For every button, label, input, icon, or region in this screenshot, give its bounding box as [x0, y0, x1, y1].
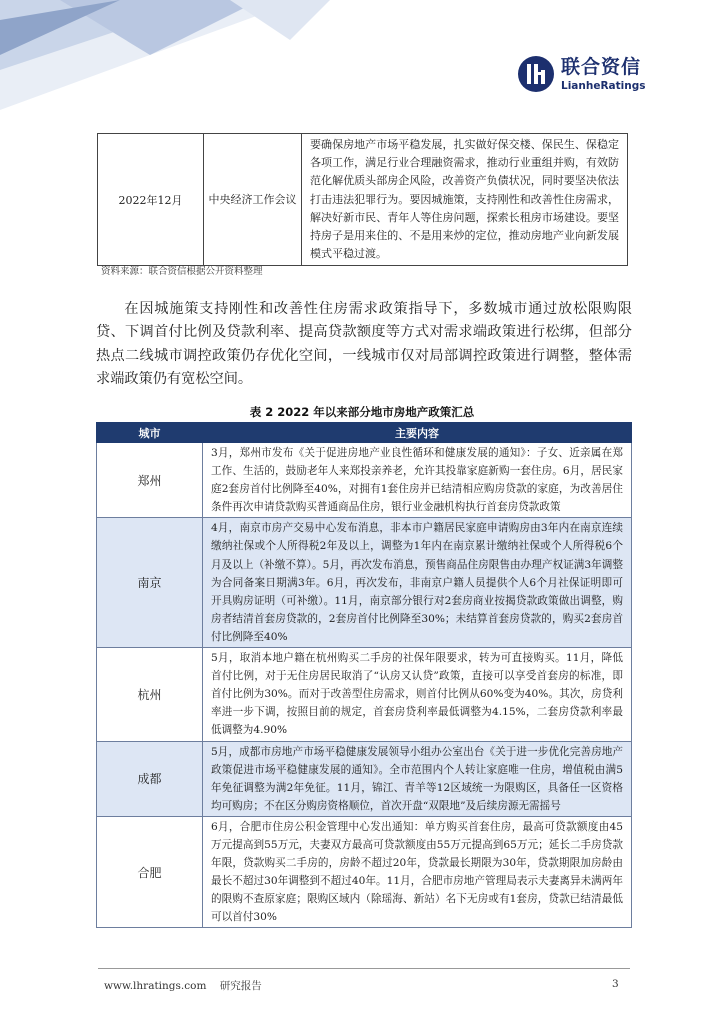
table-title: 表 2 2022 年以来部分地市房地产政策汇总 — [249, 405, 475, 419]
content-cell: 6月，合肥市住房公积金管理中心发出通知：单方购买首套住房，最高可贷款额度由45万元提高到55万元，夫妻双方最高可贷款额度由55万元提高到65万元；延长二手房贷款年限，贷款购买二手房的，房龄不超过20年，贷款最长期限为30年，贷款期限加房龄由最长不超过30年调整到不超过40年。11月，合肥市房地产管理局表示夫妻离异未满两年的限购不查原家庭；限购区域内（除瑶海、新站）名下无房或有1套房，贷款已结清最低可以首付30% — [203, 816, 632, 928]
content-cell: 5月，成都市房地产市场平稳健康发展领导小组办公室出台《关于进一步优化完善房地产政策促进市场平稳健康发展的通知》。全市范围内个人转让家庭唯一住房，增值税由满5年免征调整为满2年免征。11月，锦江、青羊等12区域统一为限购区，具备任一区资格均可购房；不在区分购房资格顺位，首次开盘“双限地”及后续房源无需摇号 — [203, 741, 632, 816]
content-cell: 3月，郑州市发布《关于促进房地产业良性循环和健康发展的通知》：子女、近亲属在郑工作、生活的，鼓励老年人来郑投亲养老，允许其投靠家庭新购一套住房。6月，居民家庭2套房首付比例降至40%，对拥有1套住房并已结清相应购房贷款的家庭，为改善居住条件再次申请贷款购买普通商品住房，银行业金融机构执行首套房贷款政策 — [203, 443, 632, 518]
footer-divider — [98, 968, 630, 969]
source-note: 资料来源：联合资信根据公开资料整理 — [101, 266, 263, 277]
footer-doc-type: 研究报告 — [219, 980, 262, 992]
footer-left — [104, 978, 272, 993]
city-cell: 成都 — [97, 741, 203, 816]
city-cell: 杭州 — [97, 648, 203, 741]
brand-name-cn: 联合资信 — [561, 55, 642, 78]
org-cell: 中央经济工作会议 — [204, 134, 302, 266]
table-row — [97, 741, 632, 816]
date-cell: 2022年12月 — [98, 134, 204, 266]
table-header-row — [97, 423, 632, 443]
table-row — [97, 443, 632, 518]
brand-name-en: LianheRatings — [561, 79, 646, 92]
city-cell: 南京 — [97, 518, 203, 648]
content-cell: 4月，南京市房产交易中心发布消息，非本市户籍居民家庭申请购房由3年内在南京连续缴纳社保或个人所得税2年及以上，调整为1年内在南京累计缴纳社保或个人所得税6个月及以上（补缴不算）。5月，再次发布消息，预售商品住房限售由办理产权证满3年调整为合同备案日期满3年。6月，再次发布，非南京户籍人员提供个人6个月社保证明即可开具购房证明（可补缴）。11月，南京部分银行对2套房商业按揭贷款政策做出调整，购房者结清首套房贷款的，2套房首付比例降至30%；未结算首套房贷款的，购买2套房首付比例降至40% — [203, 518, 632, 648]
lianhe-logo-icon — [517, 55, 555, 93]
table-row — [97, 816, 632, 928]
footer-site-link[interactable]: www.lhratings.com — [104, 980, 207, 992]
city-cell: 郑州 — [97, 443, 203, 518]
city-policy-table — [96, 422, 632, 928]
content-cell: 5月，取消本地户籍在杭州购买二手房的社保年限要求，转为可直接购买。11月，降低首付比例，对于无住房居民取消了“认房又认贷”政策，直接可以享受首套房的标准，即首付比例为30%。而对于改善型住房需求，则首付比例从60%变为40%。其次，房贷利率进一步下调，按照目前的规定，首套房贷利率最低调整为4.15%，二套房贷款利率最低调整为4.90% — [203, 648, 632, 741]
city-cell: 合肥 — [97, 816, 203, 928]
table-row — [97, 648, 632, 741]
policy-table-continued — [97, 133, 628, 266]
header-city: 城市 — [97, 423, 203, 443]
page-number: 3 — [612, 978, 619, 990]
body-paragraph: 在因城施策支持刚性和改善性住房需求政策指导下，多数城市通过放松限购限贷、下调首付比例及贷款利率、提高贷款额度等方式对需求端政策进行松绑，但部分热点二线城市调控政策仍存优化空间，一线城市仅对局部调控政策进行调整，整体需求端政策仍有宽松空间。 — [96, 301, 632, 388]
header-content: 主要内容 — [203, 423, 632, 443]
table-row — [98, 134, 628, 266]
content-cell: 要确保房地产市场平稳发展，扎实做好保交楼、保民生、保稳定各项工作，满足行业合理融资需求，推动行业重组并购，有效防范化解优质头部房企风险，改善资产负债状况，同时要坚决依法打击违法犯罪行为。要因城施策，支持刚性和改善性住房需求，解决好新市民、青年人等住房问题，探索长租房市场建设。要坚持房子是用来住的、不是用来炒的定位，推动房地产业向新发展模式平稳过渡。 — [302, 134, 628, 266]
table-row — [97, 518, 632, 648]
brand-logo — [517, 55, 645, 93]
